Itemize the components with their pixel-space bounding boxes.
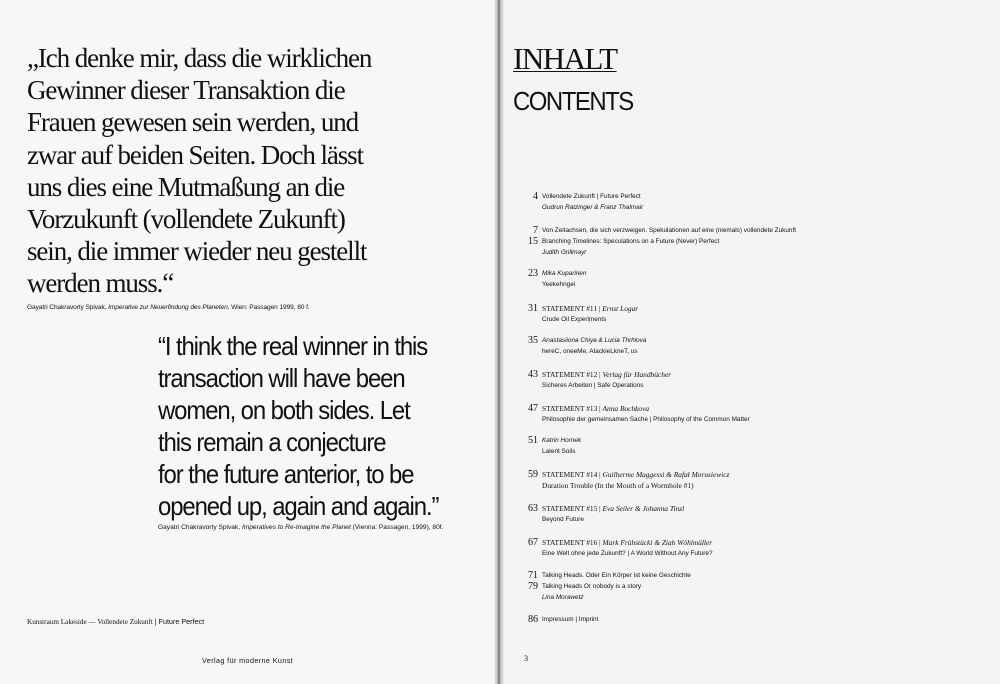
toc-page-number: 43: [528, 369, 538, 380]
toc-text: Eine Welt ohne jede Zukunft? | A World Without Any Future?: [542, 550, 713, 557]
toc-page-number: 15: [528, 236, 538, 247]
toc-author: Lina Morawetz: [542, 594, 584, 601]
toc-author: Mika Kuparinen: [542, 270, 587, 277]
quote-line: women, on both sides. Let: [158, 395, 410, 426]
toc-page-number: 35: [528, 335, 538, 346]
english-citation: [158, 524, 443, 531]
toc-author: Ernst Logar: [602, 304, 639, 313]
toc-page-number: 63: [528, 503, 538, 514]
toc-text: STATEMENT #11 | Ernst Logar: [542, 304, 639, 313]
toc-page-number: 23: [528, 268, 538, 279]
quote-line: for the future anterior, to be: [158, 459, 414, 490]
toc-text: STATEMENT #14 | Guilherme Maggessi & Rafał Morusiewicz: [542, 470, 730, 479]
toc-page-number: 47: [528, 403, 538, 414]
toc-author: Guilherme Maggessi & Rafał Morusiewicz: [602, 470, 730, 479]
toc-text: Von Zeitachsen, die sich verzweigen. Spekulationen auf eine (niemals) vollendete Zukunft: [542, 227, 796, 234]
quote-line: zwar auf beiden Seiten. Doch lässt: [27, 139, 363, 170]
citation-title: Imperative zur Neuerfindung des Planeten,: [108, 304, 230, 311]
page-number: 3: [524, 654, 528, 663]
toc-text: Vollendete Zukunft | Future Perfect: [542, 193, 641, 200]
heading-inhalt: INHALT: [513, 41, 617, 76]
toc-text: STATEMENT #16 | Mark Frühstückl & Ziah Wöhlmüller: [542, 538, 713, 547]
citation-rest: Wien: Passagen 1999, 80 f.: [231, 304, 310, 311]
toc-text: STATEMENT #12 | Verlag für Handbücher: [542, 370, 672, 379]
toc-text: Yeekehngei: [542, 281, 576, 288]
toc-text: hereC, oneeMe, AtackieLkneT, us: [542, 348, 638, 355]
toc-page-number: 67: [528, 537, 538, 548]
toc-text: Branching Timelines: Speculations on a Future (Never) Perfect: [542, 238, 720, 245]
toc-text: [542, 204, 643, 211]
publisher-footer: Verlag für moderne Kunst: [202, 656, 294, 665]
toc-text: [542, 249, 586, 256]
quote-line: uns dies eine Mutmaßung an die: [27, 171, 345, 202]
toc-text: [542, 270, 586, 277]
toc-author: Mark Frühstückl & Ziah Wöhlmüller: [602, 538, 713, 547]
toc-text: Duration Trouble (In the Mouth of a Wormhole #1): [542, 481, 694, 490]
toc-page-number: 59: [528, 469, 538, 480]
toc-page-number: 71: [528, 570, 538, 581]
quote-line: transaction will have been: [158, 363, 405, 394]
citation-author: Gayatri Chakravorty Spivak,: [27, 304, 107, 311]
toc-text: Latent Soils: [542, 448, 576, 455]
toc-text: [542, 337, 646, 344]
toc-text: Beyond Future: [542, 516, 584, 523]
quote-line: this remain a conjecture: [158, 427, 386, 458]
citation-title: Imperatives to Re-Imagine the Planet: [241, 524, 351, 531]
quote-line: “I think the real winner in this: [158, 331, 428, 361]
toc-page-number: 86: [528, 614, 538, 625]
toc-text: Sicheres Arbeiten | Safe Operations: [542, 382, 644, 389]
toc-page-number: 79: [528, 581, 538, 592]
toc-page-number: 51: [528, 435, 538, 446]
quote-line: opened up, again and again.”: [158, 491, 439, 522]
toc-text: Philosophie der gemeinsamen Sache | Philosophy of the Common Matter: [542, 416, 750, 423]
toc-text: [542, 594, 584, 601]
quote-line: Frauen gewesen sein werden, und: [27, 107, 359, 138]
book-gutter: [494, 0, 504, 684]
german-quote: [27, 42, 467, 300]
toc-text: [542, 437, 581, 444]
citation-author: Gayatri Chakravorty Spivak,: [158, 524, 241, 531]
toc-author: Katrin Hornek: [542, 437, 582, 444]
series-title-en: | Future Perfect: [154, 617, 205, 626]
toc-author: Eva Seiler & Johanna Tinzl: [602, 504, 685, 513]
quote-line: Gewinner dieser Transaktion die: [27, 75, 345, 106]
toc-author: Anastasiiona Chiya & Lucia Thrhlova: [542, 337, 647, 344]
toc-author: Anna Bochkova: [602, 404, 650, 413]
quote-line: „Ich denke mir, dass die wirklichen: [27, 43, 372, 73]
quote-line: werden muss.“: [27, 268, 174, 299]
series-footer: [27, 617, 204, 626]
toc-page-number: 31: [528, 303, 538, 314]
right-page: [502, 0, 1000, 684]
quote-line: Vorzukunft (vollendete Zukunft): [27, 204, 345, 235]
toc-text: Talking Heads Or nobody is a story: [542, 583, 642, 590]
toc-text: Crude Oil Experiments: [542, 316, 607, 323]
toc-author: Verlag für Handbücher: [602, 370, 672, 379]
english-quote: [158, 330, 438, 523]
citation-rest: (Vienna: Passagen, 1999), 80f.: [352, 524, 444, 531]
quote-line: sein, die immer wieder neu gestellt: [27, 236, 367, 267]
series-title-de: Kunstraum Lakeside — Vollendete Zukunft: [27, 618, 153, 626]
toc-text: Talking Heads. Oder Ein Körper ist keine Geschichte: [542, 572, 691, 579]
left-page: [0, 0, 498, 684]
toc-author: Judith Grillmayr: [542, 249, 587, 256]
toc-page-number: 7: [533, 225, 538, 236]
toc-text: STATEMENT #15 | Eva Seiler & Johanna Tinzl: [542, 504, 685, 513]
german-citation: [27, 304, 310, 311]
heading-contents: CONTENTS: [513, 86, 633, 116]
toc-author: Gudrun Ratzinger & Franz Thalmair: [542, 204, 644, 211]
toc-page-number: 4: [533, 191, 538, 202]
toc-text: Impressum | Imprint: [542, 616, 599, 623]
toc-text: STATEMENT #13 | Anna Bochkova: [542, 404, 650, 413]
